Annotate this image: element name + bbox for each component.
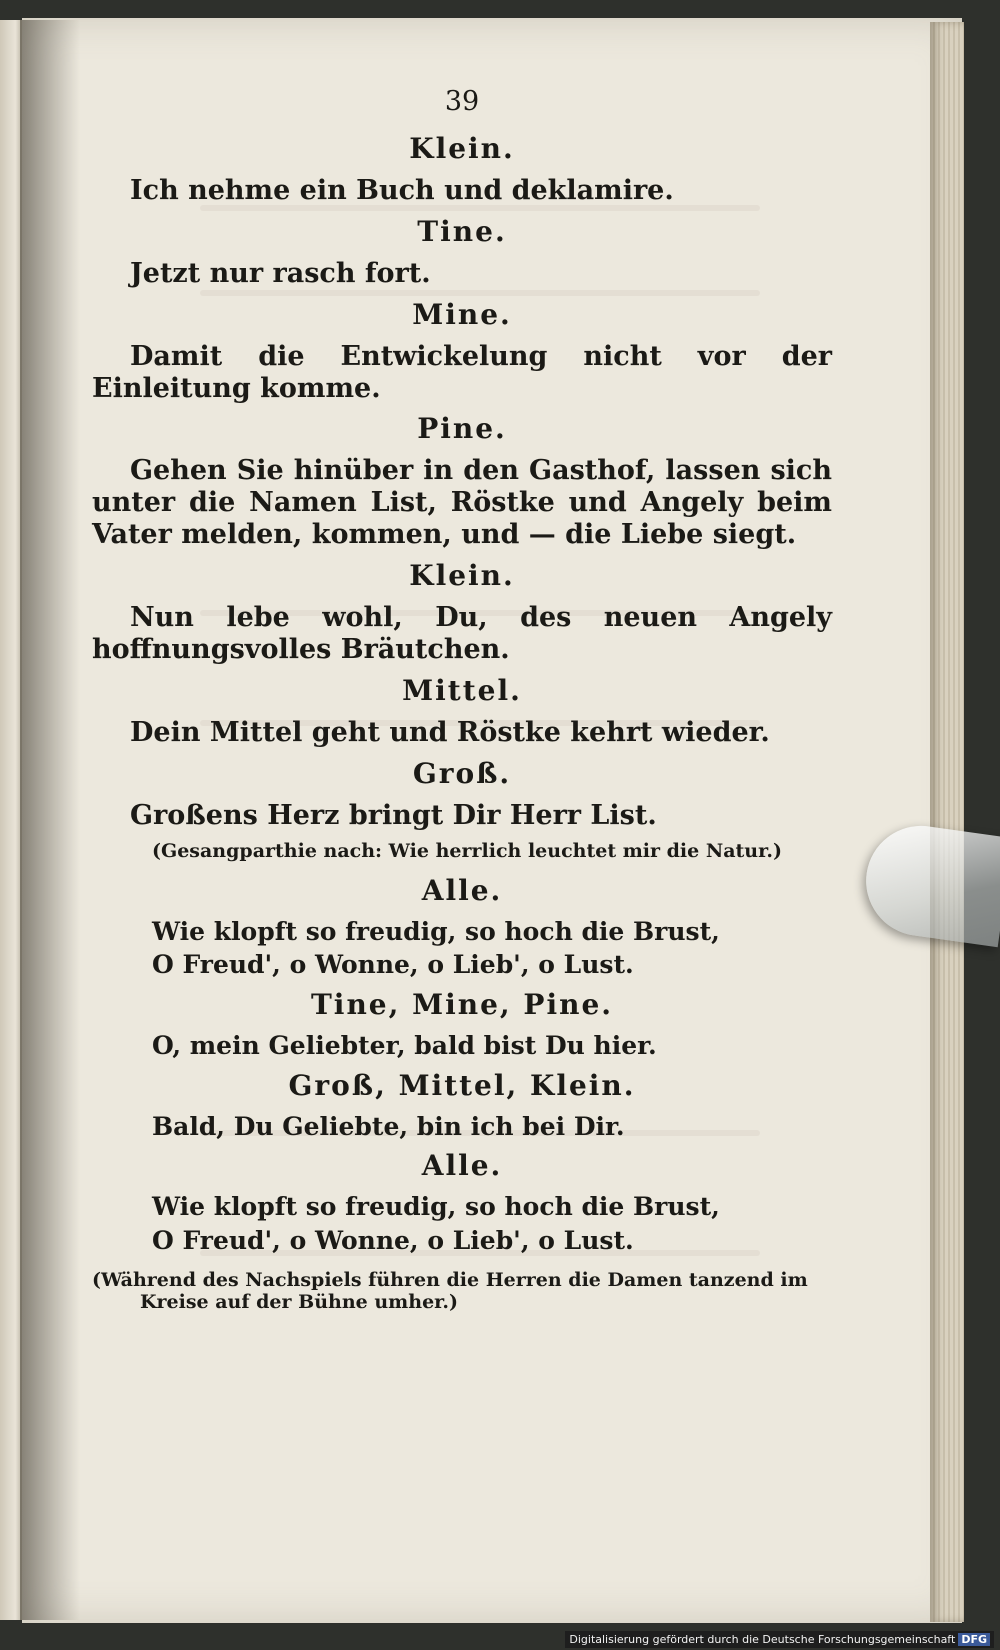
spine-shadow [20,20,80,1620]
speech-line: Gehen Sie hinüber in den Gasthof, lassen sich unter die Namen List, Röstke und Angely beim Vater melden, kommen, und — die Liebe siegt. [92,455,832,551]
stage-direction: (Gesangparthie nach: Wie herrlich leuchtet mir die Natur.) [152,839,782,862]
speaker-heading: Mittel. [402,673,522,707]
speaker-heading: Groß, Mittel, Klein. [288,1068,636,1102]
footer-text: Digitalisierung gefördert durch die Deutsche Forschungsgemeinschaft [569,1633,956,1646]
speaker-heading: Tine, Mine, Pine. [310,987,614,1021]
page-text [92,22,832,1314]
verse-line: O Freud', o Wonne, o Lieb', o Lust. [152,1225,634,1255]
page-number: 39 [444,86,480,117]
speaker-heading: Klein. [409,131,515,165]
speech-line: Jetzt nur rasch fort. [130,257,431,289]
left-page-edge [0,20,22,1620]
verse-line: Wie klopft so freudig, so hoch die Brust, [152,916,720,946]
speech-line: Nun lebe wohl, Du, des neuen Angely hoffnungsvolles Bräutchen. [92,602,832,665]
speaker-heading: Klein. [409,559,515,592]
speaker-heading: Mine. [412,297,512,331]
dfg-logo: DFG [958,1633,990,1646]
digitization-footer [565,1631,994,1648]
verse-line: Bald, Du Geliebte, bin ich bei Dir. [152,1111,625,1141]
verse-line: Wie klopft so freudig, so hoch die Brust, [152,1192,720,1222]
verse-line: O Freud', o Wonne, o Lieb', o Lust. [152,950,634,980]
page-edges [930,22,964,1622]
speech-line: Dein Mittel geht und Röstke kehrt wieder. [130,716,770,748]
speaker-heading: Alle. [421,1149,503,1183]
final-stage-direction: (Während des Nachspiels führen die Herren die Damen tanzend im Kreise auf der Bühne umher.) [92,1269,808,1314]
speaker-heading: Alle. [421,873,503,907]
speaker-heading: Groß. [412,756,512,790]
speech-line: Damit die Entwickelung nicht vor der Einleitung komme. [92,340,832,404]
speech-line: Ich nehme ein Buch und deklamire. [130,174,674,206]
speaker-heading: Tine. [417,214,507,248]
speech-line: Großens Herz bringt Dir Herr List. [130,799,657,831]
verse-line: O, mein Geliebter, bald bist Du hier. [152,1031,657,1060]
speaker-heading: Pine. [417,412,507,446]
